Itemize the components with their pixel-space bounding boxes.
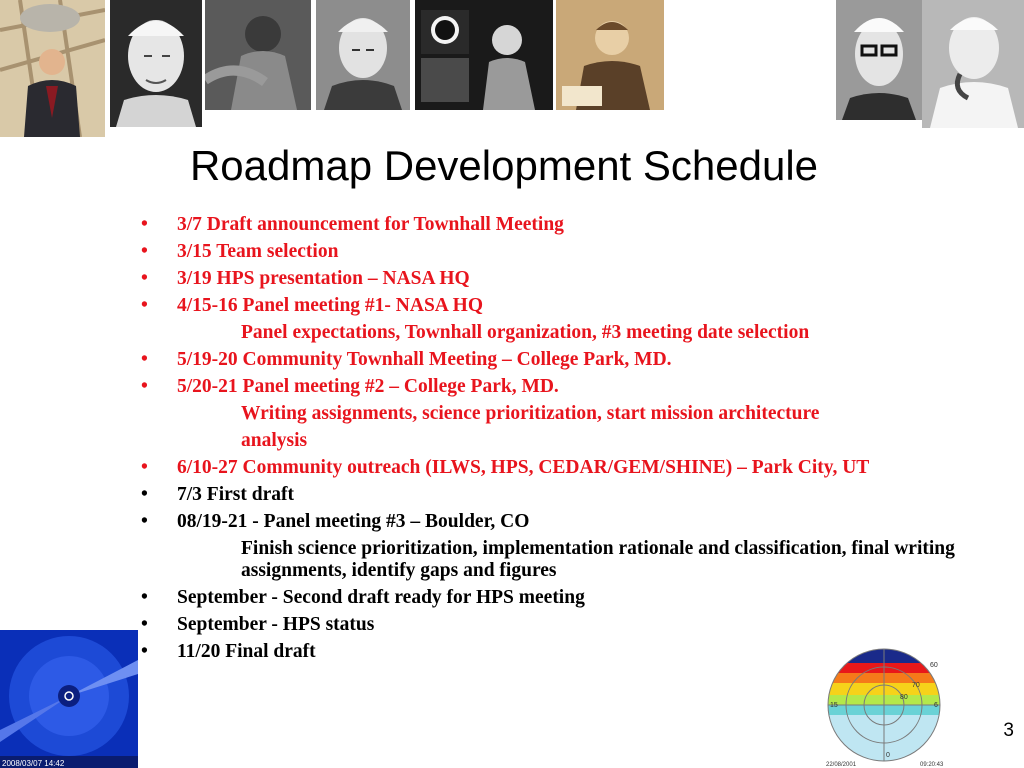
polar-map-date: 22/08/2001 (826, 762, 857, 768)
schedule-item: • 3/15 Team selection (138, 238, 1018, 265)
coronagraph-timestamp: 2008/03/07 14:42 (2, 759, 65, 768)
polar-label: 15 (830, 702, 838, 709)
schedule-item: • 08/19-21 - Panel meeting #3 – Boulder, CO (138, 508, 1018, 535)
portrait-photo-6 (556, 0, 664, 110)
schedule-item: • 4/15-16 Panel meeting #1- NASA HQ (138, 292, 1018, 319)
schedule-subitem: Panel expectations, Townhall organization, #3 meeting date selection (241, 322, 810, 343)
schedule-item: • 6/10-27 Community outreach (ILWS, HPS, CEDAR/GEM/SHINE) – Park City, UT (138, 454, 1018, 481)
schedule-item: • 11/20 Final draft (138, 638, 1018, 665)
polar-map-image (822, 645, 950, 768)
polar-map-time: 09:20:43 (920, 762, 944, 768)
schedule-list (138, 211, 1018, 665)
portrait-photo-5 (415, 0, 553, 110)
schedule-item: • 7/3 First draft (138, 481, 1018, 508)
polar-label: 6 (934, 702, 938, 709)
portrait-photo-2 (110, 0, 202, 127)
portrait-photo-8 (922, 0, 1024, 128)
schedule-item: • September - HPS status (138, 611, 1018, 638)
schedule-item: • 5/19-20 Community Townhall Meeting – College Park, MD. (138, 346, 1018, 373)
schedule-item: • 3/19 HPS presentation – NASA HQ (138, 265, 1018, 292)
coronagraph-image (0, 630, 138, 768)
portrait-photo-4 (316, 0, 410, 110)
page-number: 3 (1003, 720, 1014, 741)
schedule-subitem: Writing assignments, science prioritization, start mission architecture (241, 403, 820, 424)
portrait-photo-3 (205, 0, 311, 110)
polar-label: 0 (886, 752, 890, 759)
polar-label: 60 (930, 662, 938, 669)
slide-title: Roadmap Development Schedule (189, 142, 819, 189)
portrait-photo-7 (836, 0, 922, 120)
polar-label: 70 (912, 682, 920, 689)
portrait-photo-1 (0, 0, 105, 137)
schedule-item: • 5/20-21 Panel meeting #2 – College Park, MD. (138, 373, 1018, 400)
schedule-item: • 3/7 Draft announcement for Townhall Meeting (138, 211, 1018, 238)
schedule-subitem: analysis (241, 430, 308, 451)
polar-label: 80 (900, 694, 908, 701)
schedule-item: • September - Second draft ready for HPS meeting (138, 584, 1018, 611)
schedule-subitem: Finish science prioritization, implementation rationale and classification, final writing assignments, identify gaps and figures (241, 538, 955, 581)
